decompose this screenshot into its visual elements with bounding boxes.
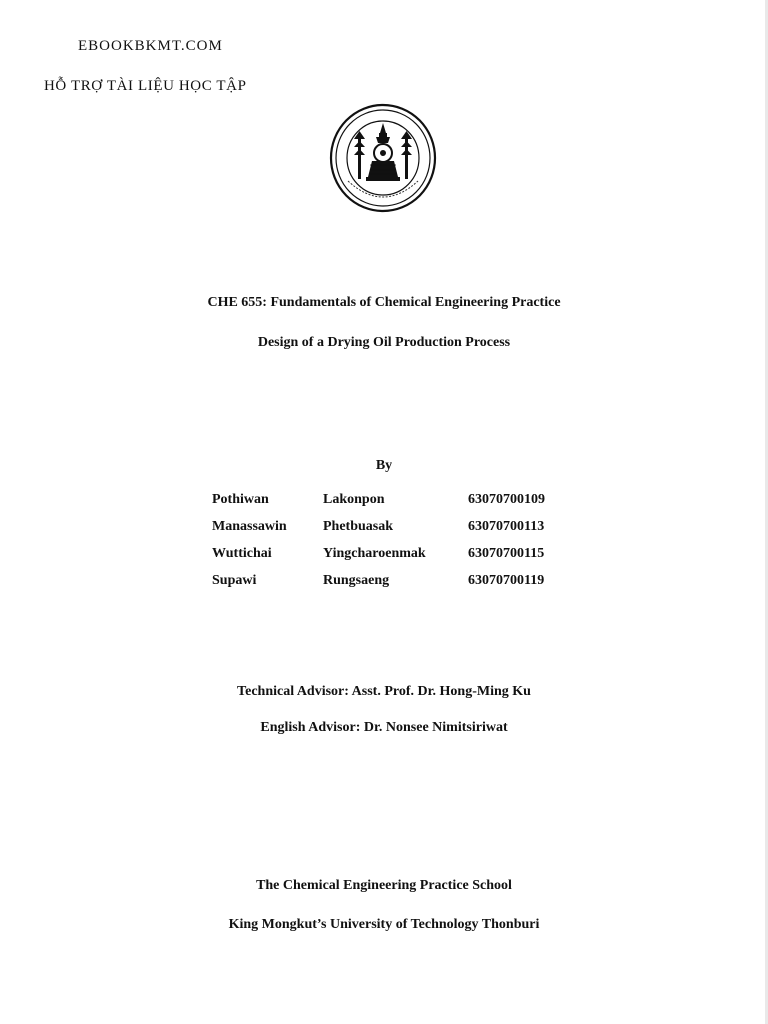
author-student-id: 63070700119 xyxy=(468,573,545,588)
author-last-name: Yingcharoenmak xyxy=(323,546,426,561)
author-first-name: Wuttichai xyxy=(212,546,272,561)
author-student-id: 63070700109 xyxy=(468,492,545,507)
author-student-id: 63070700113 xyxy=(468,519,545,534)
project-title: Design of a Drying Oil Production Process xyxy=(257,335,511,350)
author-last-name: Rungsaeng xyxy=(323,573,390,588)
university-seal-icon xyxy=(328,103,438,213)
by-label: By xyxy=(375,458,393,473)
author-first-name: Manassawin xyxy=(212,519,287,534)
author-row xyxy=(212,519,572,546)
university-name: King Mongkut’s University of Technology Thonburi xyxy=(228,917,540,932)
watermark-site: EBOOKBKMT.COM xyxy=(78,38,223,54)
school-name: The Chemical Engineering Practice School xyxy=(256,878,512,893)
technical-advisor: Technical Advisor: Asst. Prof. Dr. Hong-Ming Ku xyxy=(237,684,531,699)
author-first-name: Pothiwan xyxy=(212,492,269,507)
author-last-name: Phetbuasak xyxy=(323,519,394,534)
course-title: CHE 655: Fundamentals of Chemical Engineering Practice xyxy=(207,295,561,310)
watermark-tagline: HỖ TRỢ TÀI LIỆU HỌC TẬP xyxy=(44,78,247,94)
author-student-id: 63070700115 xyxy=(468,546,545,561)
author-row xyxy=(212,546,572,573)
author-first-name: Supawi xyxy=(212,573,257,588)
author-list xyxy=(212,492,572,600)
english-advisor: English Advisor: Dr. Nonsee Nimitsiriwat xyxy=(260,720,508,735)
author-row xyxy=(212,492,572,519)
author-row xyxy=(212,573,572,600)
author-last-name: Lakonpon xyxy=(323,492,385,507)
